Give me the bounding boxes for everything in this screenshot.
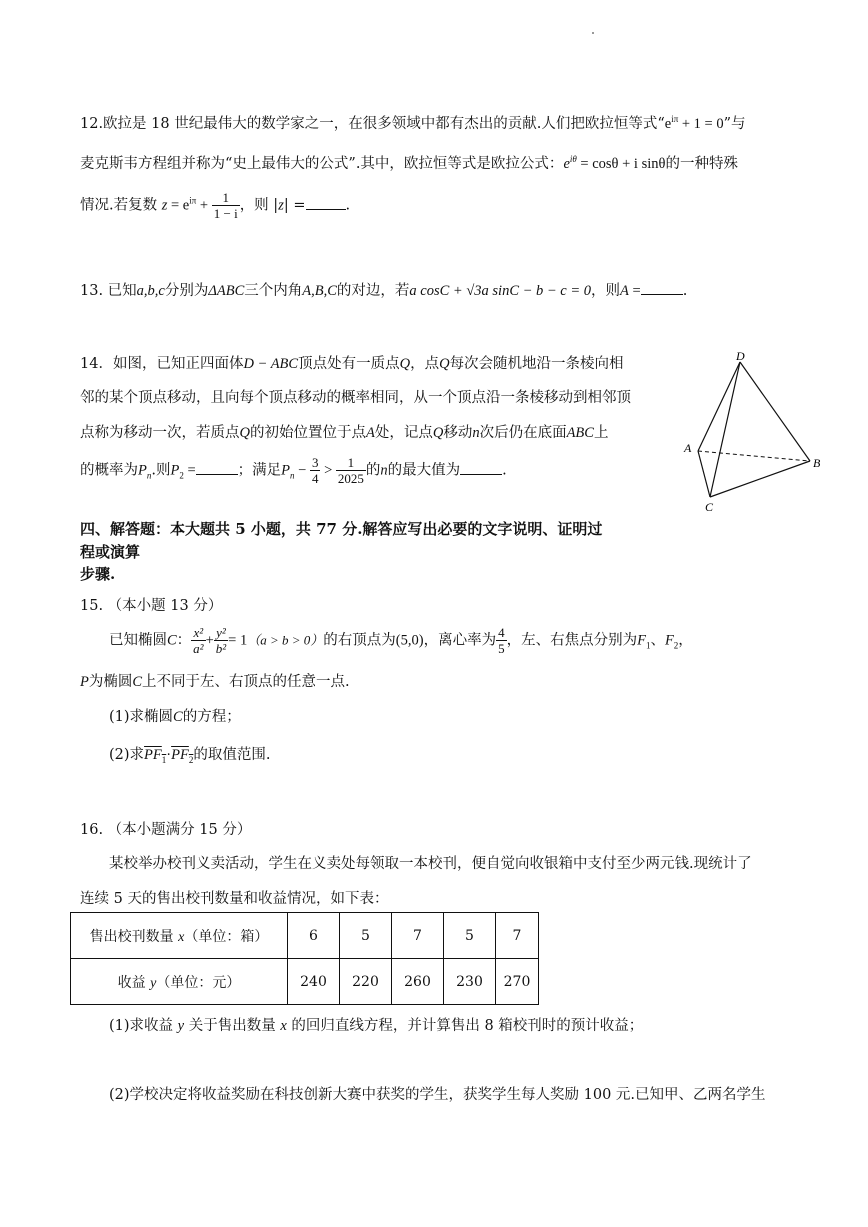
q14-answer-blank-2[interactable] xyxy=(460,460,502,475)
section4-heading-line1: 四、解答题：本大题共 5 小题，共 77 分.解答应写出必要的文字说明、证明过 xyxy=(80,520,603,538)
edge-AC xyxy=(698,451,710,497)
edge-AB-hidden xyxy=(698,451,810,461)
row-label-quantity: 售出校刊数量 x（单位：箱） xyxy=(71,913,288,959)
q16-heading: 16. （本小题满分 15 分） xyxy=(80,822,252,838)
q13-line: 13. 已知a,b,c分别为ΔABC三个内角A,B,C的对边，若a cosC + √3a sinC − b − c = 0，则A = . xyxy=(80,279,687,300)
q14-fraction-1-2025: $\frac{1}{2025}$ xyxy=(337,455,364,486)
q14-line3: 点称为移动一次，若质点Q的初始位置位于点A处，记点Q移动n次后仍在底面ABC上 xyxy=(80,425,609,441)
tetrahedron-figure xyxy=(680,348,830,516)
row-label-revenue: 收益 y（单位：元） xyxy=(71,959,288,1005)
ellipse-x-term: $\frac{\text{x²}}{\text{a²}}$ xyxy=(193,625,204,656)
q15-part2: (2)求$PF_1\cdot PF_2$的取值范围. xyxy=(109,747,271,765)
q15-line1: 已知椭圆C： $\frac{\text{x²}}{\text{a²}}$ + $\frac{\text{y²}}{\text{b²}}$ = 1（a > b > 0）的右顶点为(5,0)，离心率为 $\frac{4}{5}$ ，左、右焦点分别为$F_1$、$F_2$， xyxy=(109,625,693,656)
q13-answer-blank[interactable] xyxy=(641,280,683,295)
table-cell: 7 xyxy=(392,913,444,959)
corner-dot xyxy=(592,32,594,34)
q14-line1: 14．如图，已知正四面体D − ABC顶点处有一质点Q，点Q每次会随机地沿一条棱向相 xyxy=(80,356,624,372)
q16-line1: 某校举办校刊义卖活动，学生在义卖处每领取一本校刊，便自觉向收银箱中支付至少两元钱.现统计了 xyxy=(109,856,752,872)
q12-line1: 12.欧拉是 18 世纪最伟大的数学家之一，在很多领域中都有杰出的贡献.人们把欧拉恒等式“$e^{i\pi} + 1 = 0$”与 xyxy=(80,114,746,132)
euler-formula: $e^{i\theta} = \cos\theta + i$ sinθ xyxy=(563,154,666,172)
edge-DC xyxy=(710,362,740,497)
table-cell: 270 xyxy=(496,959,539,1005)
table-cell: 230 xyxy=(444,959,496,1005)
label-B: B xyxy=(813,456,821,470)
section4-heading-line3: 步骤. xyxy=(80,565,116,583)
vector-PF1: $PF_1$ xyxy=(144,747,167,765)
q12-fraction: $\frac{1}{1 - i}$ xyxy=(213,190,238,221)
q12-line3: 情况.若复数 $z = e^{i\pi}$ + $\frac{1}{1 - i}$ ，则 |z| = . xyxy=(80,190,351,221)
table-cell: 7 xyxy=(496,913,539,959)
eccentricity-fraction: $\frac{4}{5}$ xyxy=(498,625,505,656)
edge-DB xyxy=(740,362,810,461)
q16-line2: 连续 5 天的售出校刊数量和收益情况，如下表： xyxy=(80,891,389,907)
ellipse-y-term: $\frac{\text{y²}}{\text{b²}}$ xyxy=(215,625,227,656)
table-cell: 240 xyxy=(288,959,340,1005)
q15-line2: P为椭圆C上不同于左、右顶点的任意一点. xyxy=(80,674,350,690)
edge-DA xyxy=(698,362,740,451)
q12-text: 12.欧拉是 18 世纪最伟大的数学家之一，在很多领域中都有杰出的贡献.人们把欧拉恒等式“ xyxy=(80,116,665,132)
label-D: D xyxy=(736,349,745,363)
table-cell: 6 xyxy=(288,913,340,959)
label-A: A xyxy=(684,441,692,455)
q14-answer-blank-1[interactable] xyxy=(196,460,238,475)
q12-answer-blank[interactable] xyxy=(306,195,346,210)
sales-table xyxy=(70,912,539,1005)
table-cell: 220 xyxy=(340,959,392,1005)
q12-line2: 麦克斯韦方程组并称为“史上最伟大的公式”.其中，欧拉恒等式是欧拉公式：$e^{i\theta} = \cos\theta + i$ sinθ的一种特殊 xyxy=(80,154,738,172)
q13-equation: a cosC + √3a sinC − b − c = 0 xyxy=(409,283,592,299)
vector-PF2: $PF_2$ xyxy=(171,747,194,765)
q14-fraction-3-4: $\frac{3}{4}$ xyxy=(311,455,319,486)
q16-part1: (1)求收益 y 关于售出数量 x 的回归直线方程，并计算售出 8 箱校刊时的预计收益； xyxy=(109,1018,644,1034)
q12-formula: $e^{i\pi} + 1 = 0$ xyxy=(664,114,724,132)
label-C: C xyxy=(705,500,714,514)
table-row xyxy=(71,959,539,1005)
q14-line4: 的概率为$P_n$.则$P_2$ = ；满足$P_n$ − $\frac{3}{4}$ > $\frac{1}{2025}$ 的n的最大值为 . xyxy=(80,455,507,486)
table-cell: 5 xyxy=(340,913,392,959)
table-cell: 260 xyxy=(392,959,444,1005)
section4-heading-line2: 程或演算 xyxy=(80,543,141,561)
table-cell: 5 xyxy=(444,913,496,959)
edge-CB xyxy=(710,461,810,497)
table-row xyxy=(71,913,539,959)
q15-heading: 15. （本小题 13 分） xyxy=(80,598,223,614)
q16-part2: (2)学校决定将收益奖励在科技创新大赛中获奖的学生，获奖学生每人奖励 100 元.已知甲、乙两名学生 xyxy=(109,1087,766,1103)
q15-part1: (1)求椭圆C的方程； xyxy=(109,709,241,725)
q14-line2: 邻的某个顶点移动，且向每个顶点移动的概率相同，从一个顶点沿一条棱移动到相邻顶 xyxy=(80,390,631,406)
